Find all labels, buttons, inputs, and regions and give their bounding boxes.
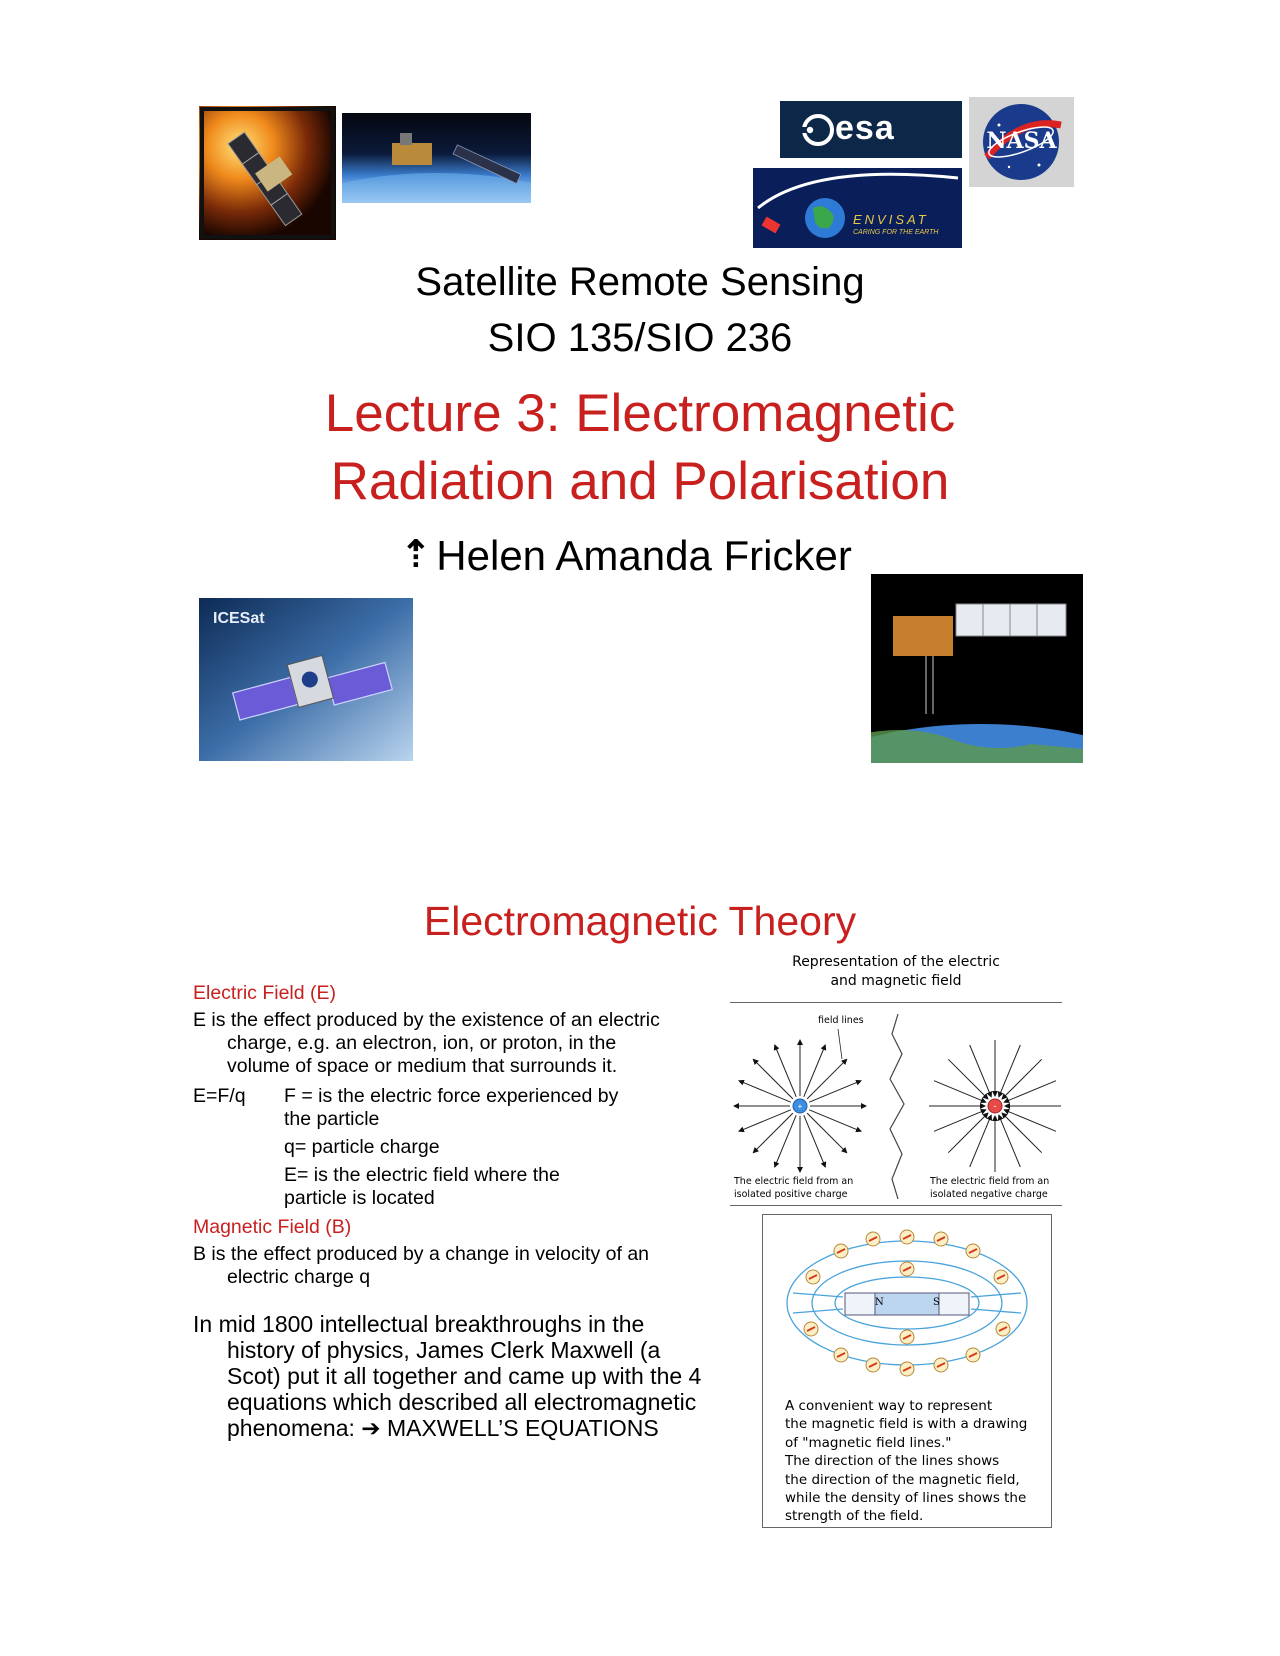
field-line-arrow — [1004, 1081, 1056, 1103]
field-line-arrow — [807, 1059, 847, 1099]
esa-logo-text: esa — [835, 109, 895, 147]
field-line-arrow — [934, 1110, 986, 1132]
field-line-arrow — [934, 1081, 986, 1103]
author-name: Helen Amanda Fricker — [436, 532, 852, 579]
satellite-photo-1 — [199, 106, 336, 240]
lecture-title-line1: Lecture 3: Electromagnetic — [324, 384, 956, 443]
arrow-right-icon: ➔ — [361, 1416, 381, 1442]
positive-caption-2: isolated positive charge — [734, 1189, 848, 1200]
field-line-arrow — [809, 1110, 861, 1132]
field-line-arrow — [948, 1059, 988, 1099]
magnetic-field-figure — [762, 1214, 1052, 1528]
icesat-photo — [199, 598, 413, 761]
negative-caption-1: The electric field from an — [930, 1176, 1050, 1187]
author-line — [400, 532, 852, 580]
electric-desc-line: volume of space or medium that surrounds it. — [227, 1055, 618, 1077]
field-line-arrow — [807, 1113, 847, 1153]
formula-def-line: F = is the electric force experienced by — [284, 1085, 619, 1107]
field-lines-label: field lines — [818, 1015, 864, 1026]
field-line-arrow — [999, 1045, 1021, 1097]
electric-field-figure — [730, 954, 1062, 1208]
maxwell-last-line — [193, 1415, 701, 1442]
magnetic-caption-line: of "magnetic field lines." — [785, 1434, 952, 1451]
formula: E=F/q — [193, 1085, 246, 1107]
author-bullet-icon: ⇡ — [400, 532, 432, 576]
field-line-arrow — [775, 1115, 797, 1167]
field-line-arrow — [753, 1113, 793, 1153]
magnetic-field-heading: Magnetic Field (B) — [193, 1216, 352, 1238]
field-line-arrow — [970, 1045, 992, 1097]
field-line-arrow — [753, 1059, 793, 1099]
field-line-arrow — [739, 1110, 791, 1132]
figure-bottom-rule — [730, 1205, 1062, 1206]
magnetic-caption-line: the direction of the magnetic field, — [785, 1471, 1020, 1488]
maxwell-line: equations which described all electromagnetic — [227, 1389, 697, 1415]
field-line-arrow — [739, 1081, 791, 1103]
field-line-arrow — [775, 1045, 797, 1097]
electric-field-desc — [193, 1009, 660, 1078]
maxwell-prefix: phenomena: — [227, 1415, 355, 1441]
field-line-arrow — [999, 1115, 1021, 1167]
satellite-photo-earth — [871, 574, 1083, 763]
svg-text:-: - — [993, 1101, 997, 1111]
satellite-photo-2 — [342, 113, 531, 203]
magnetic-caption-line: The direction of the lines shows — [785, 1453, 1000, 1470]
course-code: SIO 135/SIO 236 — [487, 316, 793, 360]
figure-title-line2: and magnetic field — [830, 973, 962, 989]
field-line-arrow — [970, 1115, 992, 1167]
electric-desc-line: E is the effect produced by the existence of an electric — [193, 1009, 660, 1031]
maxwell-line: history of physics, James Clerk Maxwell (a — [227, 1337, 661, 1363]
magnetic-field-desc — [193, 1243, 649, 1289]
section-title: Electromagnetic Theory — [423, 898, 857, 944]
course-title: Satellite Remote Sensing — [415, 260, 865, 304]
field-line-arrow — [1004, 1110, 1056, 1132]
lecture-title-line2: Radiation and Polarisation — [330, 452, 950, 511]
figure-title-line1: Representation of the electric — [792, 954, 1000, 970]
maxwell-line: Scot) put it all together and came up with the 4 — [227, 1363, 702, 1389]
maxwell-paragraph — [193, 1311, 701, 1442]
formula-def-line: q= particle charge — [284, 1136, 440, 1158]
positive-caption-1: The electric field from an — [734, 1176, 854, 1187]
formula-def-line: particle is located — [284, 1187, 435, 1209]
magnet-diagram — [763, 1215, 1051, 1385]
field-diagram — [730, 1004, 1062, 1204]
magnetic-desc-line: B is the effect produced by a change in velocity of an — [193, 1243, 650, 1265]
field-line-arrow — [809, 1081, 861, 1103]
icesat-label: ICESat — [213, 610, 265, 627]
field-line-arrow — [804, 1115, 826, 1167]
envisat-logo-text: ENVISAT — [853, 212, 929, 227]
electric-field-heading: Electric Field (E) — [193, 982, 337, 1004]
field-line-arrow — [804, 1045, 826, 1097]
formula-def-line: the particle — [284, 1108, 380, 1130]
field-line-arrow — [1002, 1059, 1042, 1099]
negative-caption-2: isolated negative charge — [930, 1189, 1048, 1200]
svg-text:+: + — [797, 1102, 803, 1111]
magnetic-caption-line: while the density of lines shows the — [785, 1490, 1027, 1507]
magnetic-caption-line: strength of the field. — [785, 1508, 924, 1525]
maxwell-line: In mid 1800 intellectual breakthroughs in the — [193, 1311, 645, 1337]
nasa-logo — [969, 97, 1074, 187]
envisat-logo — [753, 168, 962, 248]
magnet-north-label: N — [875, 1297, 884, 1308]
formula-definitions — [284, 1085, 618, 1210]
figure-top-rule — [730, 1002, 1062, 1003]
field-line-arrow — [948, 1113, 988, 1153]
envisat-tagline: CARING FOR THE EARTH — [853, 229, 939, 236]
magnet-south-label: S — [933, 1297, 940, 1308]
nasa-logo-text: NASA — [986, 128, 1057, 154]
magnetic-desc-line: electric charge q — [227, 1266, 371, 1288]
magnetic-caption-line: the magnetic field is with a drawing — [785, 1416, 1028, 1433]
magnetic-caption — [785, 1397, 1027, 1526]
magnetic-caption-line: A convenient way to represent — [785, 1398, 993, 1414]
maxwell-equations-label: MAXWELL’S EQUATIONS — [386, 1415, 659, 1441]
field-line-arrow — [1002, 1113, 1042, 1153]
formula-def-line: E= is the electric field where the — [284, 1164, 560, 1186]
electric-desc-line: charge, e.g. an electron, ion, or proton, in the — [227, 1032, 617, 1054]
esa-logo — [780, 101, 962, 158]
